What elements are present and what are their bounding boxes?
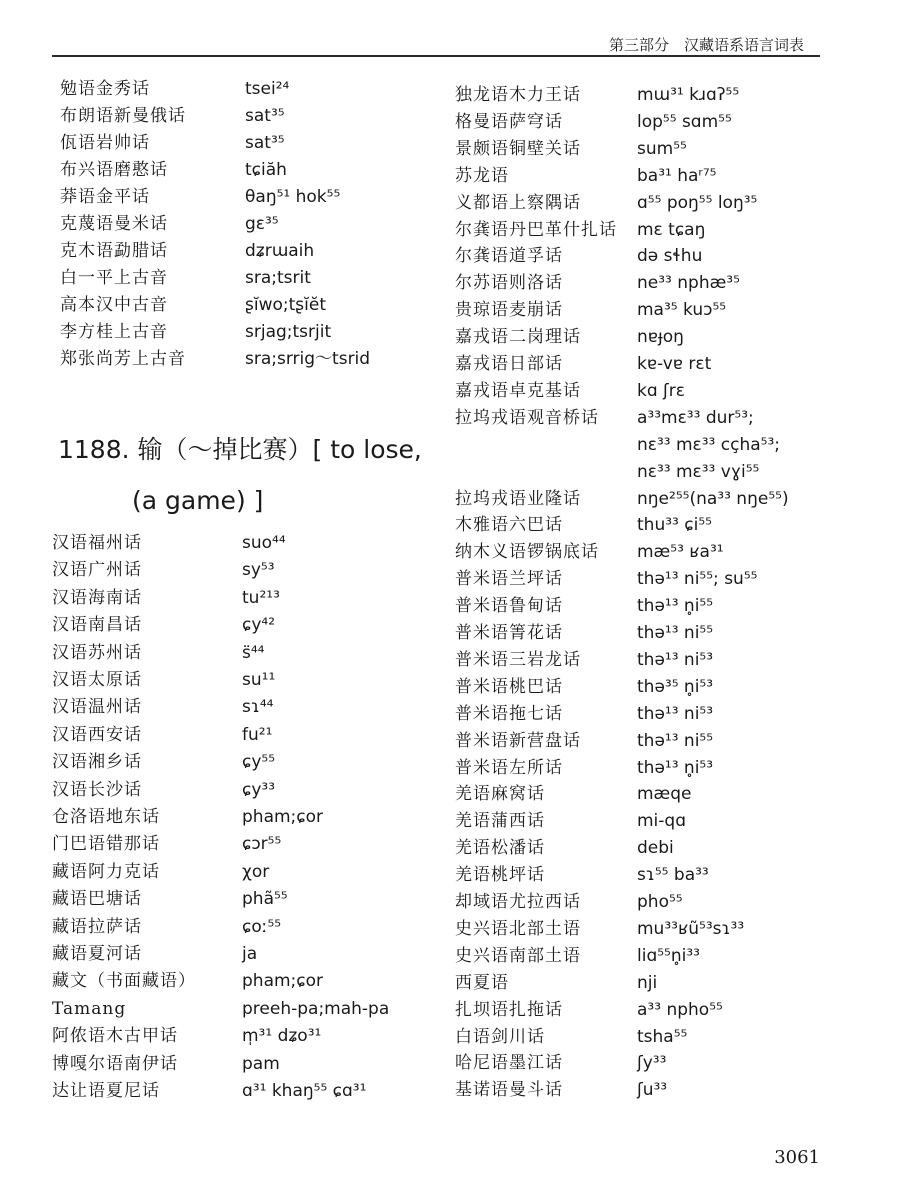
language-name: 汉语福州话 bbox=[52, 533, 142, 553]
entry-row bbox=[455, 270, 875, 296]
entry-row bbox=[455, 486, 875, 512]
word-form: gɛ³⁵ bbox=[245, 214, 279, 234]
language-name: 藏语阿力克话 bbox=[52, 861, 160, 882]
entry-row bbox=[52, 530, 472, 556]
word-form: ma³⁵ kuɔ⁵⁵ bbox=[637, 300, 727, 321]
language-name: 汉语长沙话 bbox=[52, 779, 142, 800]
word-form: a³³mɛ³³ dur⁵³; bbox=[637, 407, 754, 428]
word-form: ɕy⁵⁵ bbox=[242, 752, 276, 773]
language-name: 李方桂上古音 bbox=[60, 322, 168, 342]
word-form: ba³¹ haʳ⁷⁵ bbox=[637, 165, 717, 186]
word-form: də sɬhu bbox=[637, 246, 703, 267]
language-name: 羌语桃坪话 bbox=[455, 865, 545, 886]
word-form: ja bbox=[242, 944, 258, 964]
language-name: 西夏语 bbox=[455, 972, 509, 993]
word-form: ɕy³³ bbox=[242, 779, 276, 800]
language-name: 藏语巴塘话 bbox=[52, 889, 142, 910]
word-form: mu³³ʁũ⁵³sɿ³³ bbox=[637, 918, 745, 939]
word-form: thu³³ ɕi⁵⁵ bbox=[637, 515, 712, 536]
language-name: 苏龙语 bbox=[455, 165, 509, 186]
word-form: m̩³¹ dʑo³¹ bbox=[242, 1026, 322, 1047]
language-name: 嘉戎语卓克基话 bbox=[455, 380, 581, 401]
language-name: 佤语岩帅话 bbox=[60, 133, 150, 153]
entry-row bbox=[52, 694, 472, 720]
word-form: thə¹³ ni⁵³ bbox=[637, 703, 714, 724]
language-name: 扎坝语扎拖话 bbox=[455, 999, 563, 1020]
entry-row bbox=[455, 512, 875, 538]
word-form: mæqe bbox=[637, 784, 692, 805]
word-form: sɿ⁴⁴ bbox=[242, 697, 274, 718]
entry-row bbox=[455, 593, 875, 619]
language-name: 羌语麻窝话 bbox=[455, 784, 545, 805]
entry-row bbox=[455, 674, 875, 700]
language-name: 却域语尤拉西话 bbox=[455, 892, 581, 912]
entry-row bbox=[60, 184, 480, 210]
entry-row bbox=[455, 1050, 875, 1076]
word-form: mɯ³¹ kɹɑʔ⁵⁵ bbox=[637, 85, 740, 105]
entry-row bbox=[52, 886, 472, 912]
entry-row bbox=[455, 916, 875, 942]
language-name: 义都语上察隅话 bbox=[455, 192, 581, 213]
entry-row bbox=[455, 539, 875, 565]
entry-row bbox=[455, 163, 875, 189]
word-form: pham;ɕor bbox=[242, 807, 324, 827]
word-form: nji bbox=[637, 972, 658, 993]
entry-row bbox=[455, 405, 875, 431]
language-name: 史兴语南部土语 bbox=[455, 945, 581, 966]
entry-row bbox=[52, 640, 472, 666]
language-name: 景颇语铜壁关话 bbox=[455, 138, 581, 159]
word-form: thə¹³ n̥i⁵⁵ bbox=[637, 596, 714, 617]
section-heading-line2: (a game) ] bbox=[132, 486, 264, 515]
entry-row bbox=[455, 997, 875, 1023]
word-form: ɕy⁴² bbox=[242, 615, 276, 636]
language-name: 布朗语新曼俄话 bbox=[60, 106, 186, 126]
word-form: ʂĭwo;tʂĭĕt bbox=[245, 295, 326, 315]
entry-row bbox=[455, 889, 875, 915]
language-name: 莽语金平话 bbox=[60, 187, 150, 207]
word-form: θaŋ⁵¹ hok⁵⁵ bbox=[245, 187, 341, 207]
entry-row bbox=[60, 211, 480, 237]
entry-row bbox=[52, 831, 472, 857]
entry-row bbox=[60, 292, 480, 318]
language-name: 普米语箐花话 bbox=[455, 623, 563, 643]
word-form: tsha⁵⁵ bbox=[637, 1026, 688, 1047]
entry-row bbox=[52, 667, 472, 693]
entry-row bbox=[52, 996, 472, 1022]
entry-row bbox=[455, 808, 875, 834]
word-form: ɑ⁵⁵ poŋ⁵⁵ loŋ³⁵ bbox=[637, 192, 758, 213]
language-name: 藏语拉萨话 bbox=[52, 916, 142, 937]
page-number: 3061 bbox=[774, 1147, 820, 1168]
language-name: 羌语蒲西话 bbox=[455, 811, 545, 832]
word-form: sum⁵⁵ bbox=[637, 138, 687, 159]
entry-row bbox=[52, 1023, 472, 1049]
language-name: 汉语温州话 bbox=[52, 697, 142, 718]
word-form: kɑ ʃrɛ bbox=[637, 380, 685, 401]
language-name: 尔龚语道孚话 bbox=[455, 246, 563, 267]
entry-row bbox=[455, 701, 875, 727]
entry-row bbox=[455, 432, 875, 458]
word-form: sra;srrig～tsrid bbox=[245, 349, 371, 369]
word-form: lop⁵⁵ sɑm⁵⁵ bbox=[637, 111, 732, 132]
word-form: thə¹³ ni⁵³ bbox=[637, 649, 714, 670]
entry-row bbox=[52, 914, 472, 940]
word-form: ɕɔr⁵⁵ bbox=[242, 834, 282, 855]
language-name: 拉坞戎语观音桥话 bbox=[455, 407, 599, 428]
entry-row bbox=[455, 217, 875, 243]
word-form: liɑ⁵⁵n̥i³³ bbox=[637, 945, 700, 966]
entry-row bbox=[455, 324, 875, 350]
word-form: pham;ɕor bbox=[242, 971, 324, 992]
word-form: thə¹³ n̥i⁵³ bbox=[637, 757, 714, 778]
word-form: nŋe²⁵⁵(na³³ nŋe⁵⁵) bbox=[637, 488, 789, 509]
word-form: s̈⁴⁴ bbox=[242, 642, 265, 663]
entry-row bbox=[455, 835, 875, 861]
entry-row bbox=[455, 862, 875, 888]
entry-row bbox=[52, 859, 472, 885]
entry-row bbox=[52, 722, 472, 748]
language-name: 藏文（书面藏语） bbox=[52, 971, 196, 992]
language-name: 阿侬语木古甲话 bbox=[52, 1026, 178, 1047]
language-name: 羌语松潘话 bbox=[455, 838, 545, 859]
entry-row bbox=[455, 943, 875, 969]
word-form: kɐ-vɐ rɛt bbox=[637, 354, 712, 374]
language-name: 史兴语北部土语 bbox=[455, 918, 581, 939]
language-name: 哈尼语墨江话 bbox=[455, 1053, 563, 1074]
language-name: 仓洛语地东话 bbox=[52, 807, 160, 827]
word-form: tsei²⁴ bbox=[245, 79, 290, 99]
word-form: nɐɟoŋ bbox=[637, 327, 684, 348]
word-form: nɛ³³ mɛ³³ cçha⁵³; bbox=[637, 434, 781, 455]
entry-row bbox=[455, 755, 875, 781]
language-name: 汉语湘乡话 bbox=[52, 752, 142, 773]
entry-row bbox=[52, 585, 472, 611]
word-form: sat³⁵ bbox=[245, 106, 285, 126]
word-form: thə¹³ ni⁵⁵ bbox=[637, 623, 714, 643]
word-form: thə³⁵ n̥i⁵³ bbox=[637, 676, 714, 697]
word-form: χor bbox=[242, 861, 270, 882]
language-name: 贵琼语麦崩话 bbox=[455, 300, 563, 321]
word-form: sat³⁵ bbox=[245, 133, 285, 153]
entry-row bbox=[52, 777, 472, 803]
language-name: 基诺语曼斗话 bbox=[455, 1080, 563, 1101]
language-name: 克木语勐腊话 bbox=[60, 241, 168, 261]
word-form: pho⁵⁵ bbox=[637, 892, 683, 912]
language-name: Tamang bbox=[52, 998, 127, 1019]
word-form: phã⁵⁵ bbox=[242, 889, 288, 910]
language-name: 独龙语木力王话 bbox=[455, 85, 581, 105]
word-form: ʃy³³ bbox=[637, 1053, 667, 1074]
entry-row bbox=[60, 130, 480, 156]
word-form: mi-qɑ bbox=[637, 811, 686, 832]
entry-row bbox=[60, 319, 480, 345]
entry-row bbox=[455, 781, 875, 807]
word-form: mæ⁵³ ʁa³¹ bbox=[637, 542, 724, 563]
language-name: 木雅语六巴话 bbox=[455, 515, 563, 536]
header-rule bbox=[52, 55, 820, 57]
word-form: ɕoː⁵⁵ bbox=[242, 916, 282, 937]
language-name: 普米语左所话 bbox=[455, 757, 563, 778]
entry-row bbox=[455, 351, 875, 377]
language-name: 门巴语错那话 bbox=[52, 834, 160, 855]
entry-row bbox=[60, 346, 480, 372]
entry-row bbox=[455, 459, 875, 485]
language-name: 汉语海南话 bbox=[52, 587, 142, 608]
word-form: tɕiăh bbox=[245, 160, 287, 180]
language-name: 尔龚语丹巴革什扎话 bbox=[455, 219, 617, 240]
entry-row bbox=[60, 76, 480, 102]
entry-row bbox=[455, 378, 875, 404]
entry-row bbox=[60, 265, 480, 291]
entry-row bbox=[455, 136, 875, 162]
language-name: 藏语夏河话 bbox=[52, 944, 142, 964]
language-name: 高本汉中古音 bbox=[60, 295, 168, 315]
entry-row bbox=[60, 238, 480, 264]
word-form: pam bbox=[242, 1053, 280, 1074]
word-form: fu²¹ bbox=[242, 724, 273, 745]
language-name: 汉语苏州话 bbox=[52, 642, 142, 663]
section-heading-line1: 1188. 输（～掉比赛）[ to lose, bbox=[58, 435, 422, 464]
word-form: suo⁴⁴ bbox=[242, 533, 286, 553]
word-form: preeh-pa;mah-pa bbox=[242, 998, 390, 1019]
word-form: thə¹³ ni⁵⁵ bbox=[637, 730, 714, 751]
entry-row bbox=[455, 82, 875, 108]
language-name: 白语剑川话 bbox=[455, 1026, 545, 1047]
word-form: ɑ³¹ khaŋ⁵⁵ ɕɑ³¹ bbox=[242, 1081, 367, 1101]
entry-row bbox=[52, 557, 472, 583]
header-title: 第三部分 汉藏语系语言词表 bbox=[608, 36, 804, 54]
language-name: 普米语三岩龙话 bbox=[455, 649, 581, 670]
language-name: 普米语桃巴话 bbox=[455, 676, 563, 697]
word-form: nɛ³³ mɛ³³ vɣi⁵⁵ bbox=[637, 461, 760, 482]
word-form: ʃu³³ bbox=[637, 1080, 668, 1101]
language-name: 拉坞戎语业隆话 bbox=[455, 488, 581, 509]
language-name: 郑张尚芳上古音 bbox=[60, 349, 186, 369]
entry-row bbox=[455, 647, 875, 673]
entry-row bbox=[52, 968, 472, 994]
language-name: 汉语太原话 bbox=[52, 670, 142, 690]
word-form: sɿ⁵⁵ ba³³ bbox=[637, 865, 709, 886]
word-form: debi bbox=[637, 838, 674, 859]
entry-row bbox=[455, 1077, 875, 1103]
word-form: thə¹³ ni⁵⁵; su⁵⁵ bbox=[637, 569, 758, 590]
entry-row bbox=[60, 157, 480, 183]
language-name: 克蔑语曼米话 bbox=[60, 214, 168, 234]
language-name: 普米语兰坪话 bbox=[455, 569, 563, 590]
entry-row bbox=[455, 297, 875, 323]
word-form: srjag;tsrjit bbox=[245, 322, 332, 342]
entry-row bbox=[455, 1024, 875, 1050]
language-name: 普米语拖七话 bbox=[455, 703, 563, 724]
language-name: 格曼语萨穹话 bbox=[455, 111, 563, 132]
word-form: sra;tsrit bbox=[245, 268, 311, 288]
entry-row bbox=[455, 566, 875, 592]
language-name: 汉语南昌话 bbox=[52, 615, 142, 636]
entry-row bbox=[60, 103, 480, 129]
entry-row bbox=[455, 243, 875, 269]
entry-row bbox=[455, 190, 875, 216]
language-name: 嘉戎语日部话 bbox=[455, 354, 563, 374]
word-form: ne³³ nphæ³⁵ bbox=[637, 273, 740, 294]
language-name: 普米语鲁甸话 bbox=[455, 596, 563, 617]
entry-row bbox=[455, 970, 875, 996]
language-name: 布兴语磨憨话 bbox=[60, 160, 168, 180]
language-name: 汉语广州话 bbox=[52, 560, 142, 581]
entry-row bbox=[52, 612, 472, 638]
word-form: sy⁵³ bbox=[242, 560, 275, 581]
language-name: 普米语新营盘话 bbox=[455, 730, 581, 751]
word-form: su¹¹ bbox=[242, 670, 276, 690]
language-name: 博嘎尔语南伊话 bbox=[52, 1053, 178, 1074]
language-name: 汉语西安话 bbox=[52, 724, 142, 745]
entry-row bbox=[455, 620, 875, 646]
word-form: a³³ npho⁵⁵ bbox=[637, 999, 723, 1020]
entry-row bbox=[52, 804, 472, 830]
language-name: 达让语夏尼话 bbox=[52, 1081, 160, 1101]
entry-row bbox=[455, 109, 875, 135]
word-form: dʑrɯaih bbox=[245, 241, 315, 261]
language-name: 嘉戎语二岗理话 bbox=[455, 327, 581, 348]
word-form: tu²¹³ bbox=[242, 587, 280, 608]
entry-row bbox=[455, 728, 875, 754]
entry-row bbox=[52, 749, 472, 775]
language-name: 纳木义语锣锅底话 bbox=[455, 542, 599, 563]
entry-row bbox=[52, 1051, 472, 1077]
entry-row bbox=[52, 941, 472, 967]
language-name: 尔苏语则洛话 bbox=[455, 273, 563, 294]
entry-row bbox=[52, 1078, 472, 1104]
word-form: mɛ tɕaŋ bbox=[637, 219, 706, 240]
language-name: 白一平上古音 bbox=[60, 268, 168, 288]
language-name: 勉语金秀话 bbox=[60, 79, 150, 99]
